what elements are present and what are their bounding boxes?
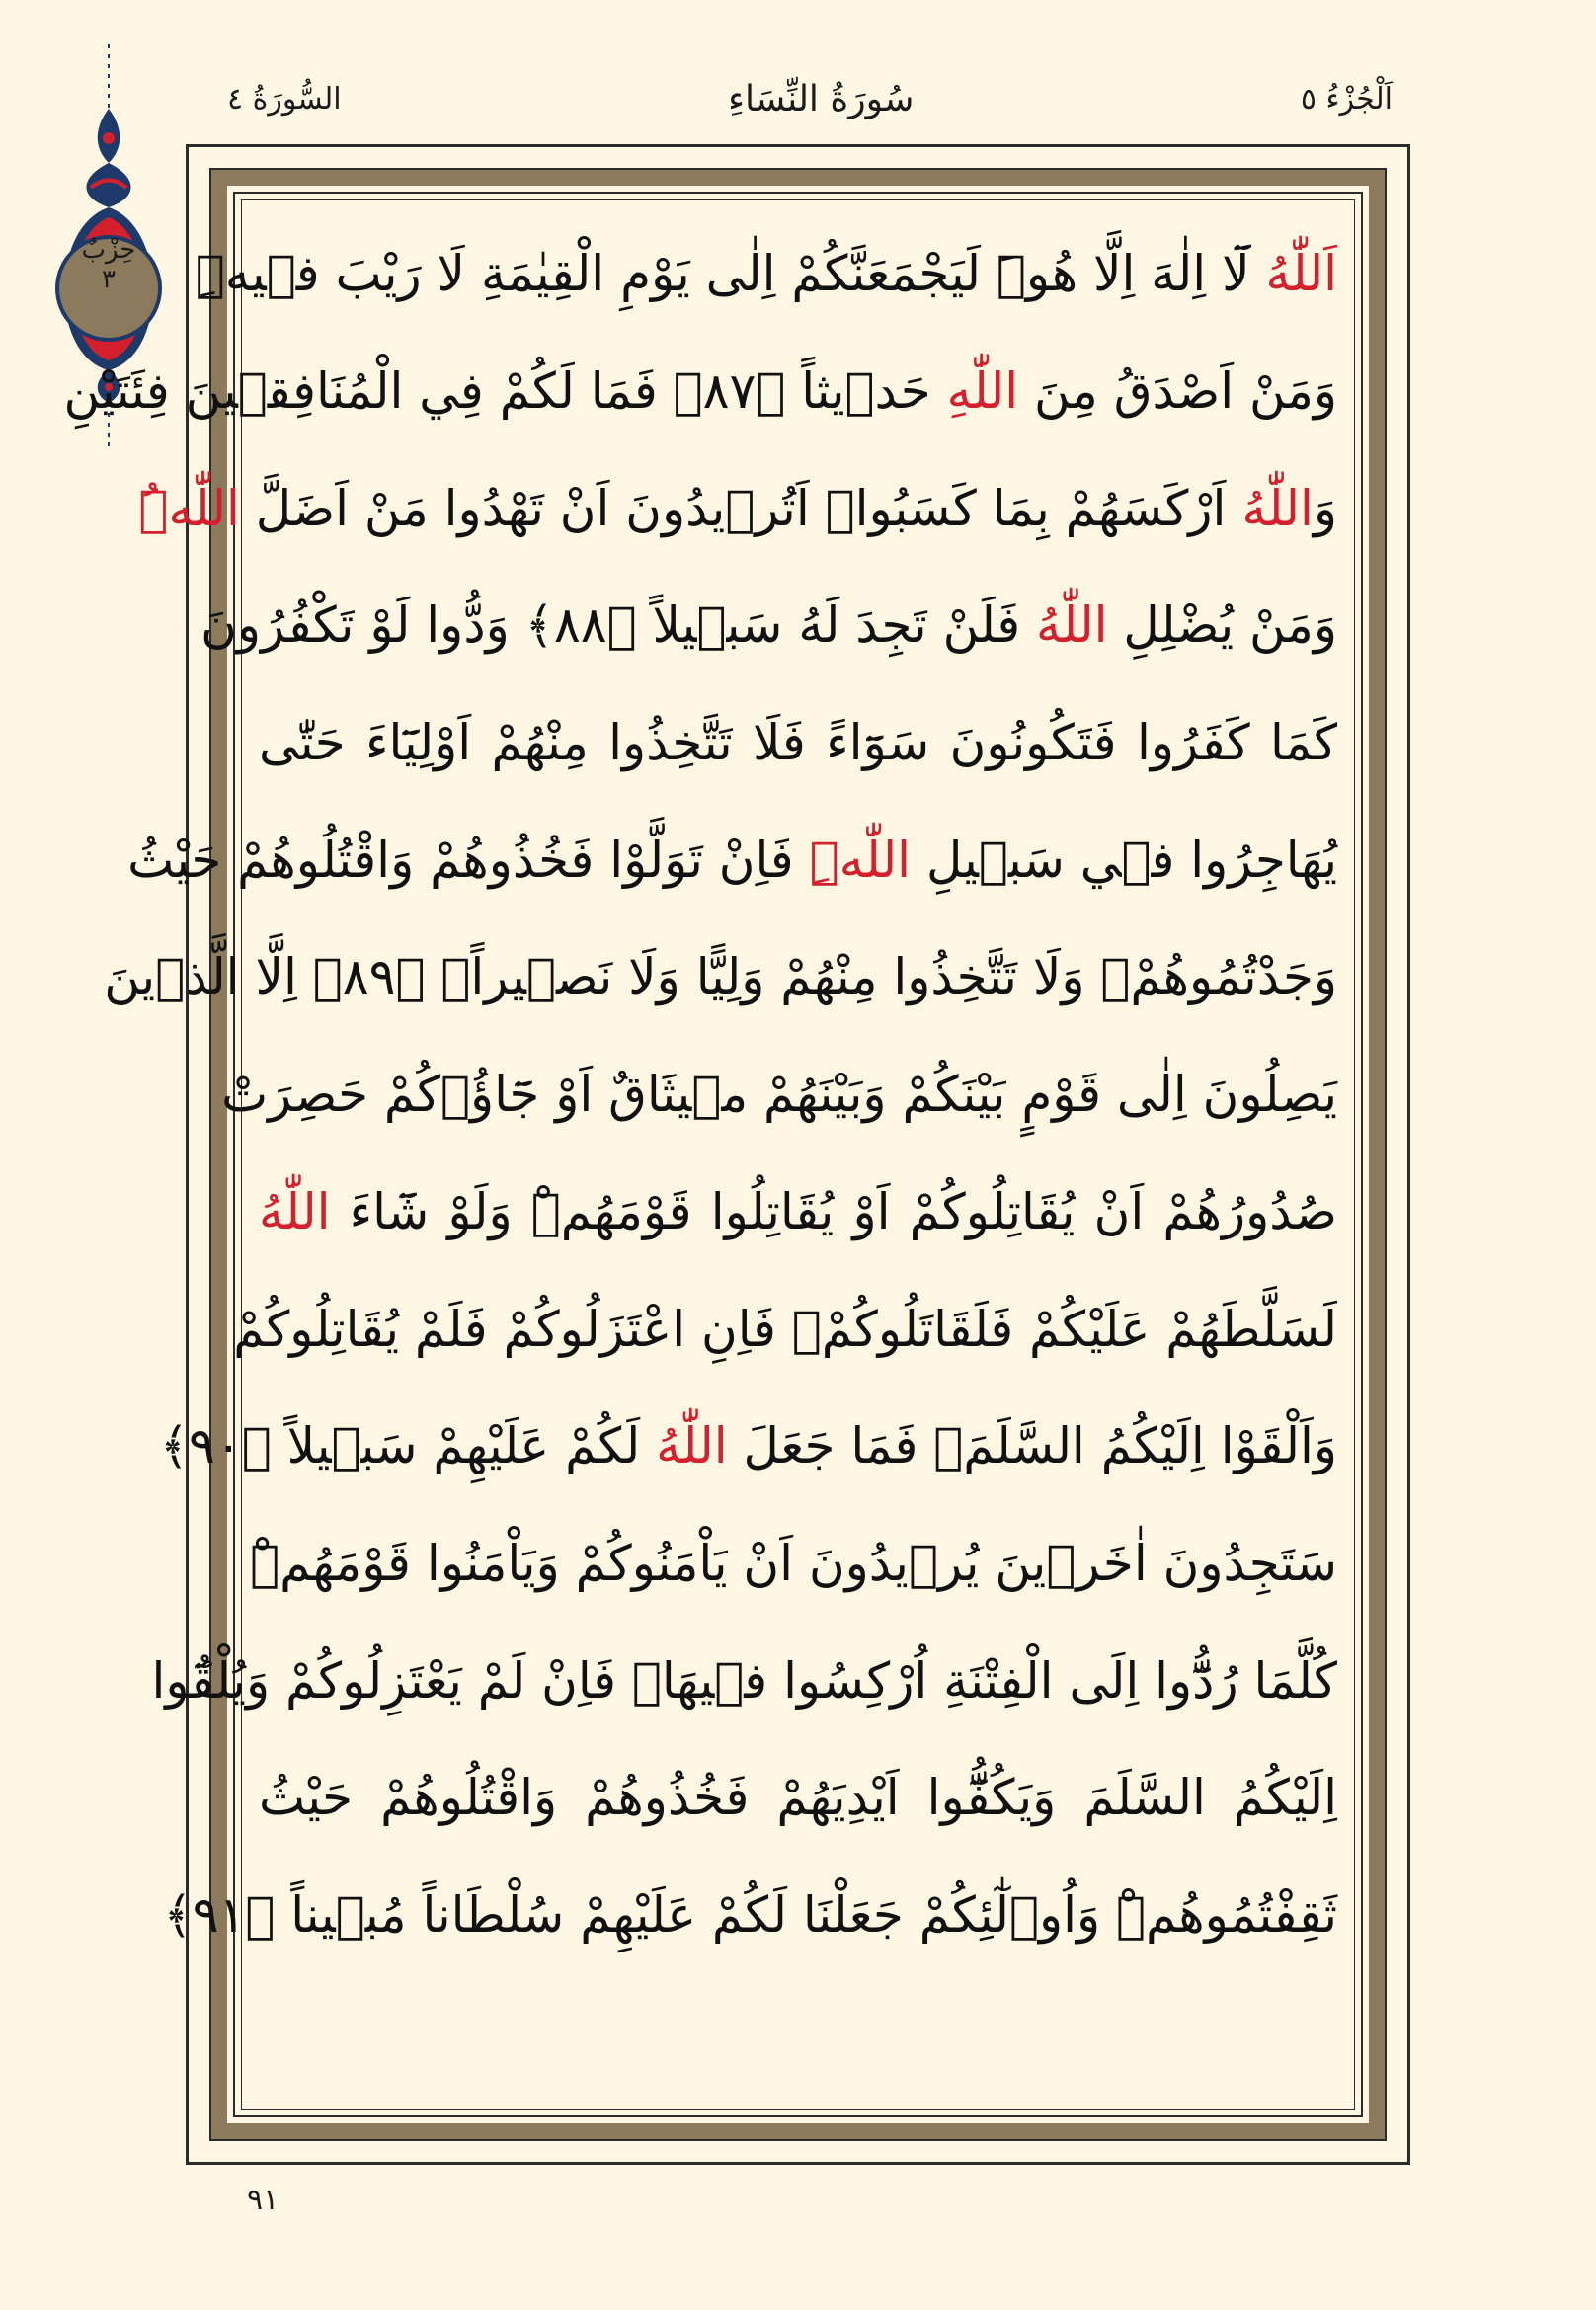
text-line: [63, 333, 1337, 450]
text-line-content: [63, 362, 1337, 421]
verse-text: لَٓا اِلٰهَ اِلَّا هُوَۜ لَيَجْمَعَنَّكُمْ اِلٰى يَوْمِ الْقِيٰمَةِ لَا رَيْبَ فٖيهِۜ: [195, 245, 1266, 303]
divine-name: اللّٰهُ: [259, 1182, 331, 1240]
verse-text: يُهَاجِرُوا فٖي سَبٖيلِ: [911, 831, 1337, 889]
divine-name: اللّٰهُ: [1241, 479, 1314, 537]
text-line: [159, 1388, 1337, 1505]
divine-name: اللّٰهُ: [656, 1417, 728, 1475]
text-line: [250, 1505, 1337, 1623]
text-line: [127, 801, 1337, 918]
text-line: [221, 1036, 1337, 1154]
text-line: [163, 1857, 1337, 1974]
juz-label: اَلْجُزْءُ ٥: [1300, 81, 1393, 117]
text-line: [200, 567, 1337, 684]
text-line-content: كَمَا كَفَرُوا فَتَكُونُونَ سَوَٓاءً فَلَا تَتَّخِذُوا مِنْهُمْ اَوْلِيَٓاءَ حَتّٰى: [259, 714, 1337, 772]
divine-name: اللّٰهُ: [138, 479, 240, 537]
page-number: ٩١: [247, 2183, 279, 2217]
verse-text: صُدُورُهُمْ اَنْ يُقَاتِلُوكُمْ اَوْ يُقَاتِلُوا قَوْمَهُمْۜ وَلَوْ شَٓاءَ: [330, 1182, 1337, 1240]
text-line: [259, 1739, 1337, 1857]
text-line-content: [138, 479, 1337, 537]
hizb-label-text: حِزْبٌ: [81, 235, 136, 265]
page-header: [227, 69, 1393, 128]
verse-text: ۜ فَاِنْ تَوَلَّوْا فَخُذُوهُمْ وَاقْتُلُوهُمْ حَيْثُ: [127, 831, 810, 889]
text-line-content: وَجَدْتُمُوهُمْۖ وَلَا تَتَّخِذُوا مِنْهُمْ وَلِيًّا وَلَا نَصٖيراًۙ ﴿٨٩﴾ اِلَّا الَّذٖينَ: [104, 948, 1337, 1006]
text-line: [233, 1270, 1337, 1388]
verse-text: فَلَنْ تَجِدَ لَهُ سَبٖيلاً ﴿٨٨﴾ وَدُّوا لَوْ تَكْفُرُونَ: [200, 597, 1037, 655]
verse-text: وَمَنْ اَصْدَقُ مِنَ: [1018, 362, 1337, 421]
verse-text: حَدٖيثاً ﴿٨٧﴾ فَمَا لَكُمْ فِي الْمُنَافِقٖينَ فِئَتَيْنِ: [63, 362, 947, 421]
text-line: [259, 1154, 1337, 1271]
text-line-content: [195, 245, 1337, 303]
text-line-content: [159, 1417, 1337, 1475]
text-line: [151, 1622, 1337, 1739]
text-line: [195, 215, 1337, 333]
verse-text: وَاَلْقَوْا اِلَيْكُمُ السَّلَمَۙ فَمَا جَعَلَ: [727, 1417, 1337, 1475]
hizb-marker: [57, 235, 160, 294]
hizb-number: ٣: [102, 265, 116, 294]
text-line: [104, 918, 1337, 1036]
verse-text: لَكُمْ عَلَيْهِمْ سَبٖيلاً ﴿٩٠﴾: [159, 1417, 657, 1475]
text-line-content: لَسَلَّطَهُمْ عَلَيْكُمْ فَلَقَاتَلُوكُمْۚ فَاِنِ اعْتَزَلُوكُمْ فَلَمْ يُقَاتِلُوكُمْ: [233, 1300, 1337, 1358]
text-line-content: ثَقِفْتُمُوهُمْۜ وَاُو۬لٰٓئِكُمْ جَعَلْنَا لَكُمْ عَلَيْهِمْ سُلْطَاناً مُبٖيناً ﴿٩١﴾: [163, 1885, 1337, 1944]
text-line-content: يَصِلُونَ اِلٰى قَوْمٍ بَيْنَكُمْ وَبَيْنَهُمْ مٖيثَاقٌ اَوْ جَٓاؤُ۫كُمْ حَصِرَتْ: [221, 1066, 1337, 1124]
verse-text: وَمَنْ يُضْلِلِ: [1107, 597, 1337, 655]
sura-number: السُّورَةُ ٤: [227, 81, 342, 117]
text-line: [259, 684, 1337, 802]
verse-text: اَرْكَسَهُمْ بِمَا كَسَبُواۜ اَتُرٖيدُونَ اَنْ تَهْدُوا مَنْ اَضَلَّ: [239, 479, 1242, 537]
divine-name: اللّٰهِ: [809, 831, 912, 889]
divine-name: اَللّٰهُ: [1265, 245, 1337, 303]
text-line-content: اِلَيْكُمُ السَّلَمَ وَيَكُفُّٓوا اَيْدِيَهُمْ فَخُذُوهُمْ وَاقْتُلُوهُمْ حَيْثُ: [259, 1769, 1337, 1827]
text-line-content: سَتَجِدُونَ اٰخَرٖينَ يُرٖيدُونَ اَنْ يَاْمَنُوكُمْ وَيَاْمَنُوا قَوْمَهُمْۜ: [250, 1534, 1337, 1592]
text-line-content: [259, 1183, 1337, 1240]
text-line-content: كُلَّمَا رُدُّٓوا اِلَى الْفِتْنَةِ اُرْكِسُوا فٖيهَاۚ فَاِنْ لَمْ يَعْتَزِلُوكُمْ وَيُلْقُٓوا: [151, 1651, 1337, 1710]
divine-name: اللّٰهُ: [1036, 597, 1108, 655]
verse-text: وَ: [1313, 479, 1337, 537]
text-line-content: [200, 597, 1337, 655]
text-line: [138, 449, 1337, 567]
text-line-content: [127, 831, 1337, 889]
divine-name: اللّٰهِ: [946, 362, 1019, 421]
sura-name: سُورَةُ النِّسَاءِ: [728, 78, 915, 119]
